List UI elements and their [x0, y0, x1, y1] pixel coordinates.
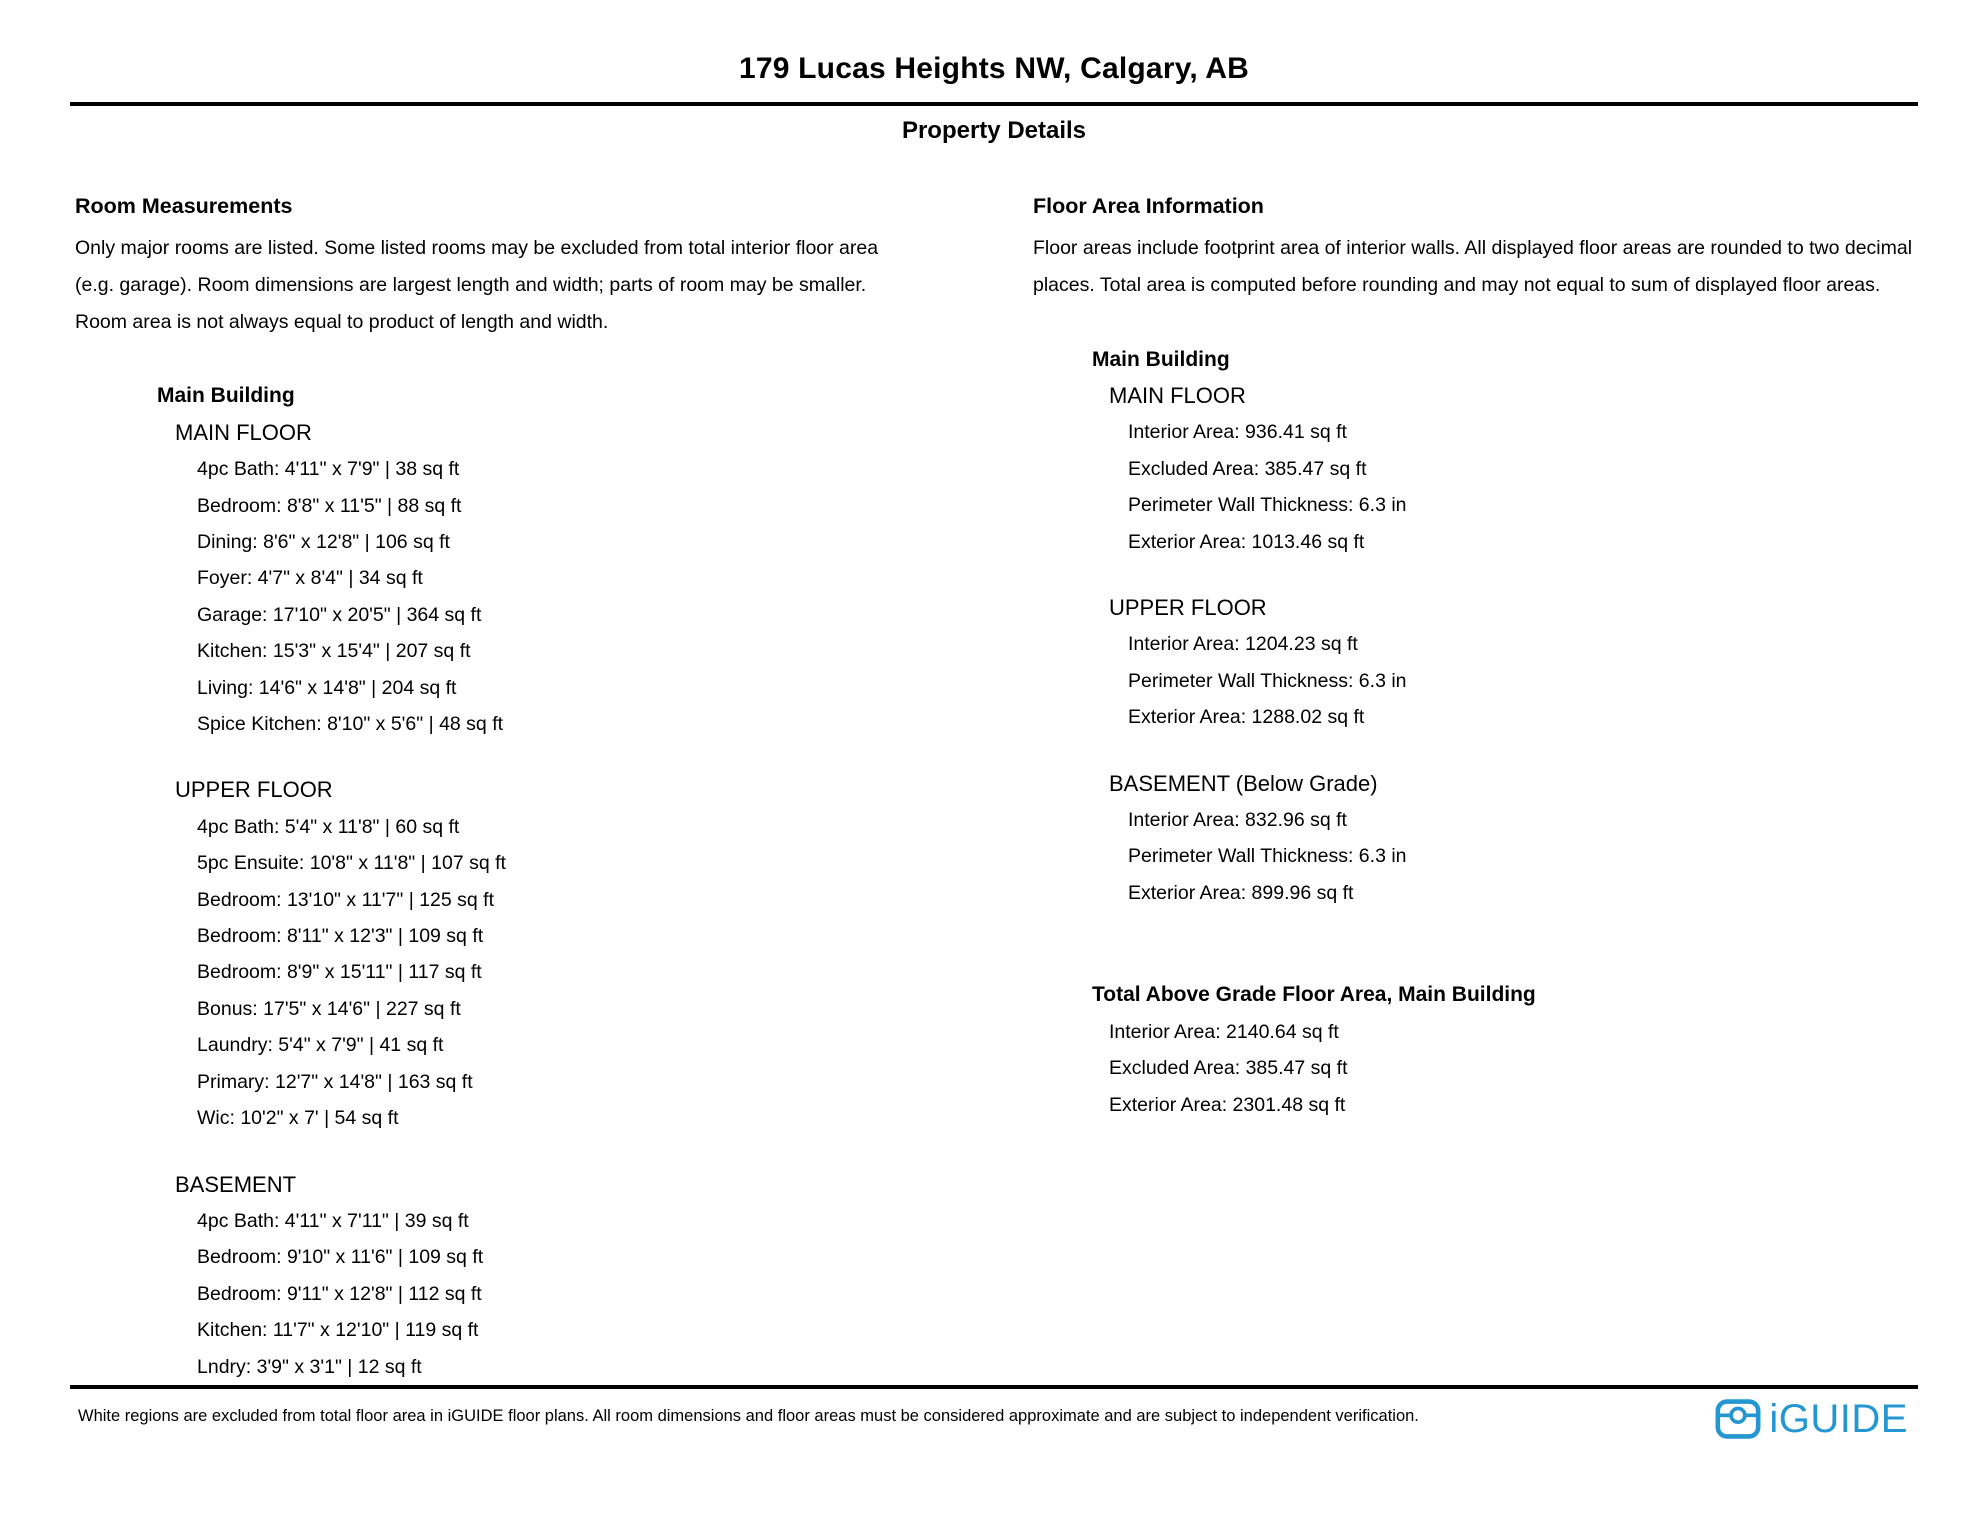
room-line: Bedroom: 8'8" x 11'5" | 88 sq ft [197, 494, 462, 517]
stat-line: Perimeter Wall Thickness: 6.3 in [1128, 845, 1407, 868]
building-heading: Main Building [157, 384, 295, 408]
iguide-logo-icon [1714, 1397, 1762, 1441]
room-line: Wic: 10'2" x 7' | 54 sq ft [197, 1107, 399, 1130]
floor-heading: BASEMENT [175, 1171, 297, 1197]
stat-line: Exterior Area: 1013.46 sq ft [1128, 530, 1365, 553]
area-block-main-floor [1033, 378, 1915, 560]
total-above-grade-block [1033, 977, 1915, 1123]
room-line: 4pc Bath: 4'11" x 7'9" | 38 sq ft [197, 458, 460, 481]
room-measurements-description: Only major rooms are listed. Some listed rooms may be excluded from total interior floor area (e.g. garage). Room dimensions are largest length and width; parts of room may be smaller. Room area is not always equal to product of length and width. [75, 237, 879, 333]
area-block-upper-floor [1033, 590, 1915, 736]
content-columns [0, 191, 1988, 1385]
stat-line: Exterior Area: 899.96 sq ft [1128, 881, 1354, 904]
floor-area-information-description: Floor areas include footprint area of interior walls. All displayed floor areas are rounded to two decimal places. Total area is computed before rounding and may not equal to sum of displayed floor areas. [1033, 237, 1913, 296]
footer [0, 1385, 1988, 1442]
header-divider [70, 102, 1918, 106]
floor-block-basement [75, 1167, 1033, 1385]
room-line: Bedroom: 13'10" x 11'7" | 125 sq ft [197, 888, 495, 911]
iguide-logo [1714, 1397, 1908, 1442]
room-line: Primary: 12'7" x 14'8" | 163 sq ft [197, 1070, 473, 1093]
footer-row [0, 1389, 1988, 1442]
room-line: Foyer: 4'7" x 8'4" | 34 sq ft [197, 567, 423, 590]
room-measurements-building-block [75, 378, 1033, 1385]
footer-disclaimer: White regions are excluded from total floor area in iGUIDE floor plans. All room dimensions and floor areas must be considered approximate and are subject to independent verification. [78, 1406, 1419, 1425]
iguide-logo-text: iGUIDE [1769, 1396, 1908, 1441]
room-line: Kitchen: 11'7" x 12'10" | 119 sq ft [197, 1319, 479, 1342]
room-line: Living: 14'6" x 14'8" | 204 sq ft [197, 676, 457, 699]
total-above-grade-heading: Total Above Grade Floor Area, Main Building [1092, 983, 1536, 1007]
page-subtitle: Property Details [901, 117, 1087, 144]
page-title: 179 Lucas Heights NW, Calgary, AB [738, 52, 1250, 85]
room-line: 4pc Bath: 5'4" x 11'8" | 60 sq ft [197, 815, 460, 838]
room-measurements-heading: Room Measurements [75, 194, 293, 218]
building-heading: Main Building [1092, 347, 1230, 371]
room-line: Kitchen: 15'3" x 15'4" | 207 sq ft [197, 640, 471, 663]
room-line: Laundry: 5'4" x 7'9" | 41 sq ft [197, 1034, 444, 1057]
floor-area-information-section [1033, 191, 1915, 1385]
stat-line: Interior Area: 1204.23 sq ft [1128, 633, 1358, 656]
room-line: 4pc Bath: 4'11" x 7'11" | 39 sq ft [197, 1209, 469, 1232]
stat-line: Exterior Area: 2301.48 sq ft [1109, 1093, 1346, 1116]
room-line: 5pc Ensuite: 10'8" x 11'8" | 107 sq ft [197, 852, 506, 875]
floor-heading: UPPER FLOOR [1109, 595, 1267, 621]
floor-area-building-block [1033, 342, 1915, 1123]
stat-line: Interior Area: 832.96 sq ft [1128, 809, 1347, 832]
stat-line: Excluded Area: 385.47 sq ft [1109, 1057, 1348, 1080]
room-line: Dining: 8'6" x 12'8" | 106 sq ft [197, 531, 450, 554]
room-line: Bedroom: 9'11" x 12'8" | 112 sq ft [197, 1282, 482, 1305]
floor-block-upper-floor [75, 772, 1033, 1136]
room-line: Bedroom: 8'11" x 12'3" | 109 sq ft [197, 925, 484, 948]
stat-line: Perimeter Wall Thickness: 6.3 in [1128, 669, 1407, 692]
room-measurements-section [75, 191, 1033, 1385]
floor-area-information-heading: Floor Area Information [1033, 194, 1264, 218]
room-line: Garage: 17'10" x 20'5" | 364 sq ft [197, 603, 482, 626]
room-line: Spice Kitchen: 8'10" x 5'6" | 48 sq ft [197, 713, 504, 736]
room-line: Bedroom: 9'10" x 11'6" | 109 sq ft [197, 1246, 484, 1269]
stat-line: Interior Area: 936.41 sq ft [1128, 421, 1347, 444]
stat-line: Excluded Area: 385.47 sq ft [1128, 457, 1367, 480]
stat-line: Exterior Area: 1288.02 sq ft [1128, 706, 1365, 729]
floor-heading: MAIN FLOOR [1109, 383, 1246, 408]
floor-heading: BASEMENT (Below Grade) [1109, 770, 1378, 796]
stat-line: Perimeter Wall Thickness: 6.3 in [1128, 494, 1407, 517]
stat-line: Interior Area: 2140.64 sq ft [1109, 1020, 1339, 1043]
floor-heading: UPPER FLOOR [175, 777, 333, 803]
area-block-basement [1033, 766, 1915, 912]
room-line: Lndry: 3'9" x 3'1" | 12 sq ft [197, 1355, 422, 1378]
room-line: Bonus: 17'5" x 14'6" | 227 sq ft [197, 997, 461, 1020]
floor-block-main-floor [75, 415, 1033, 743]
floor-heading: MAIN FLOOR [175, 419, 312, 445]
room-line: Bedroom: 8'9" x 15'11" | 117 sq ft [197, 961, 482, 984]
